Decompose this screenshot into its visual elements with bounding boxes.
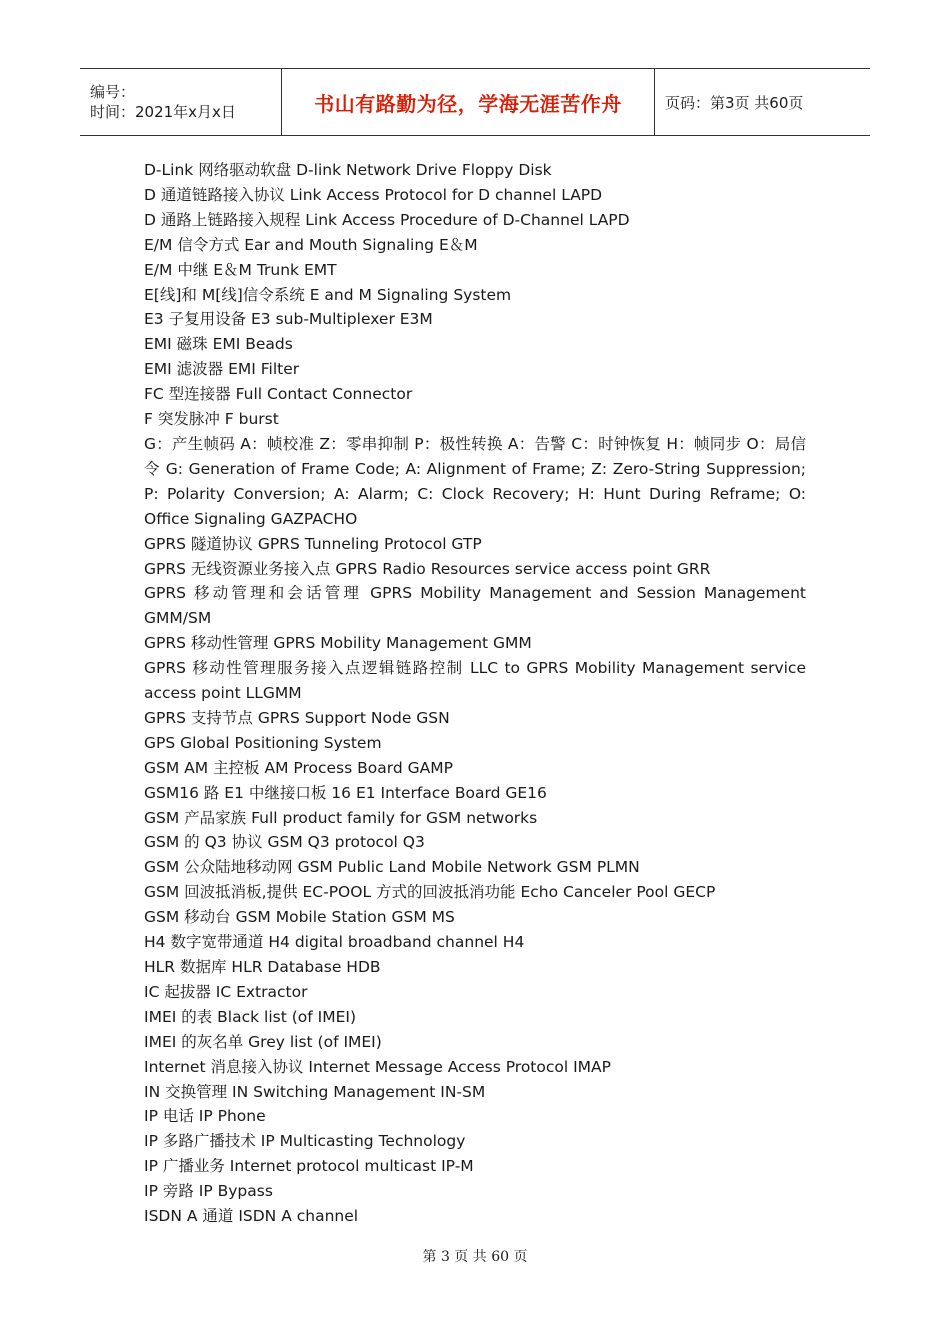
glossary-entry: GSM 回波抵消板,提供 EC-POOL 方式的回波抵消功能 Echo Canceler Pool GECP [144, 883, 716, 902]
glossary-entry: GPRS 移动管理和会话管理 GPRS Mobility Management and Session Management GMM/SM [144, 584, 806, 628]
glossary-entry: D 通路上链路接入规程 Link Access Procedure of D-Channel LAPD [144, 210, 630, 229]
glossary-entry: GPRS 隧道协议 GPRS Tunneling Protocol GTP [144, 534, 482, 553]
header-page-info: 页码：第3页 共60页 [665, 93, 804, 112]
glossary-entry: Internet 消息接入协议 Internet Message Access Protocol IMAP [144, 1057, 612, 1076]
header-motto-cell [282, 69, 655, 135]
glossary-entry: IP 广播业务 Internet protocol multicast IP-M [144, 1157, 474, 1176]
glossary-entry: ISDN A 通道 ISDN A channel [144, 1207, 359, 1226]
glossary-list [144, 158, 806, 1229]
glossary-entry: GSM 的 Q3 协议 GSM Q3 protocol Q3 [144, 833, 425, 852]
glossary-entry: D-Link 网络驱动软盘 D-link Network Drive Floppy Disk [144, 161, 552, 179]
glossary-entry: GSM16 路 E1 中继接口板 16 E1 Interface Board GE16 [144, 783, 547, 802]
glossary-entry: IMEI 的表 Black list (of IMEI) [144, 1007, 356, 1026]
glossary-entry: IMEI 的灰名单 Grey list (of IMEI) [144, 1032, 382, 1051]
glossary-entry: GPRS 移动性管理服务接入点逻辑链路控制 LLC to GPRS Mobility Management service access point LLGMM [144, 659, 806, 703]
glossary-entry: F 突发脉冲 F burst [144, 410, 279, 429]
glossary-entry: GSM 产品家族 Full product family for GSM networks [144, 808, 538, 827]
glossary-entry: IP 旁路 IP Bypass [144, 1182, 273, 1201]
glossary-entry: GPRS 支持节点 GPRS Support Node GSN [144, 708, 450, 727]
header-meta [80, 69, 282, 135]
glossary-entry: E[线]和 M[线]信令系统 E and M Signaling System [144, 285, 512, 304]
glossary-entry: GSM 公众陆地移动网 GSM Public Land Mobile Network GSM PLMN [144, 858, 640, 877]
document-number-label: 编号： [90, 83, 136, 101]
glossary-entry: IP 多路广播技术 IP Multicasting Technology [144, 1132, 466, 1151]
header-page-info-cell [655, 69, 870, 135]
document-time: 时间：2021年x月x日 [90, 103, 236, 121]
glossary-entry: IP 电话 IP Phone [144, 1107, 266, 1126]
glossary-entry: GPRS 移动性管理 GPRS Mobility Management GMM [144, 634, 532, 653]
glossary-entry: D 通道链路接入协议 Link Access Protocol for D channel LAPD [144, 185, 603, 204]
page-footer: 第 3 页 共 60 页 [422, 1249, 528, 1265]
glossary-entry: IN 交换管理 IN Switching Management IN-SM [144, 1082, 486, 1101]
glossary-entry: HLR 数据库 HLR Database HDB [144, 958, 381, 976]
glossary-entry: E/M 中继 E＆M Trunk EMT [144, 260, 337, 279]
header-motto: 书山有路勤为径，学海无涯苦作舟 [314, 91, 622, 116]
glossary-entry: GPS Global Positioning System [144, 733, 382, 752]
glossary-entry: E/M 信令方式 Ear and Mouth Signaling E＆M [144, 235, 478, 254]
glossary-entry: G：产生帧码 A：帧校准 Z：零串抑制 P：极性转换 A：告警 C：时钟恢复 H：帧同步 O：局信令 G: Generation of Frame Code; A: Alignment of Frame; Z: Zero-String Suppression; P: Polarity Conversion; A: Alarm; C: Clock Recovery; H: Hunt During Reframe; O: Office Signaling GAZPACHO [144, 434, 806, 528]
glossary-entry: GSM 移动台 GSM Mobile Station GSM MS [144, 908, 455, 927]
glossary-entry: FC 型连接器 Full Contact Connector [144, 385, 413, 404]
glossary-entry: E3 子复用设备 E3 sub-Multiplexer E3M [144, 310, 433, 329]
glossary-entry: EMI 磁珠 EMI Beads [144, 335, 293, 354]
page-header [80, 68, 870, 136]
glossary-entry: IC 起拔器 IC Extractor [144, 982, 308, 1001]
glossary-entry: EMI 滤波器 EMI Filter [144, 360, 300, 379]
glossary-entry: GPRS 无线资源业务接入点 GPRS Radio Resources service access point GRR [144, 559, 711, 578]
glossary-entry: GSM AM 主控板 AM Process Board GAMP [144, 758, 453, 777]
glossary-entry: H4 数字宽带通道 H4 digital broadband channel H4 [144, 933, 525, 952]
